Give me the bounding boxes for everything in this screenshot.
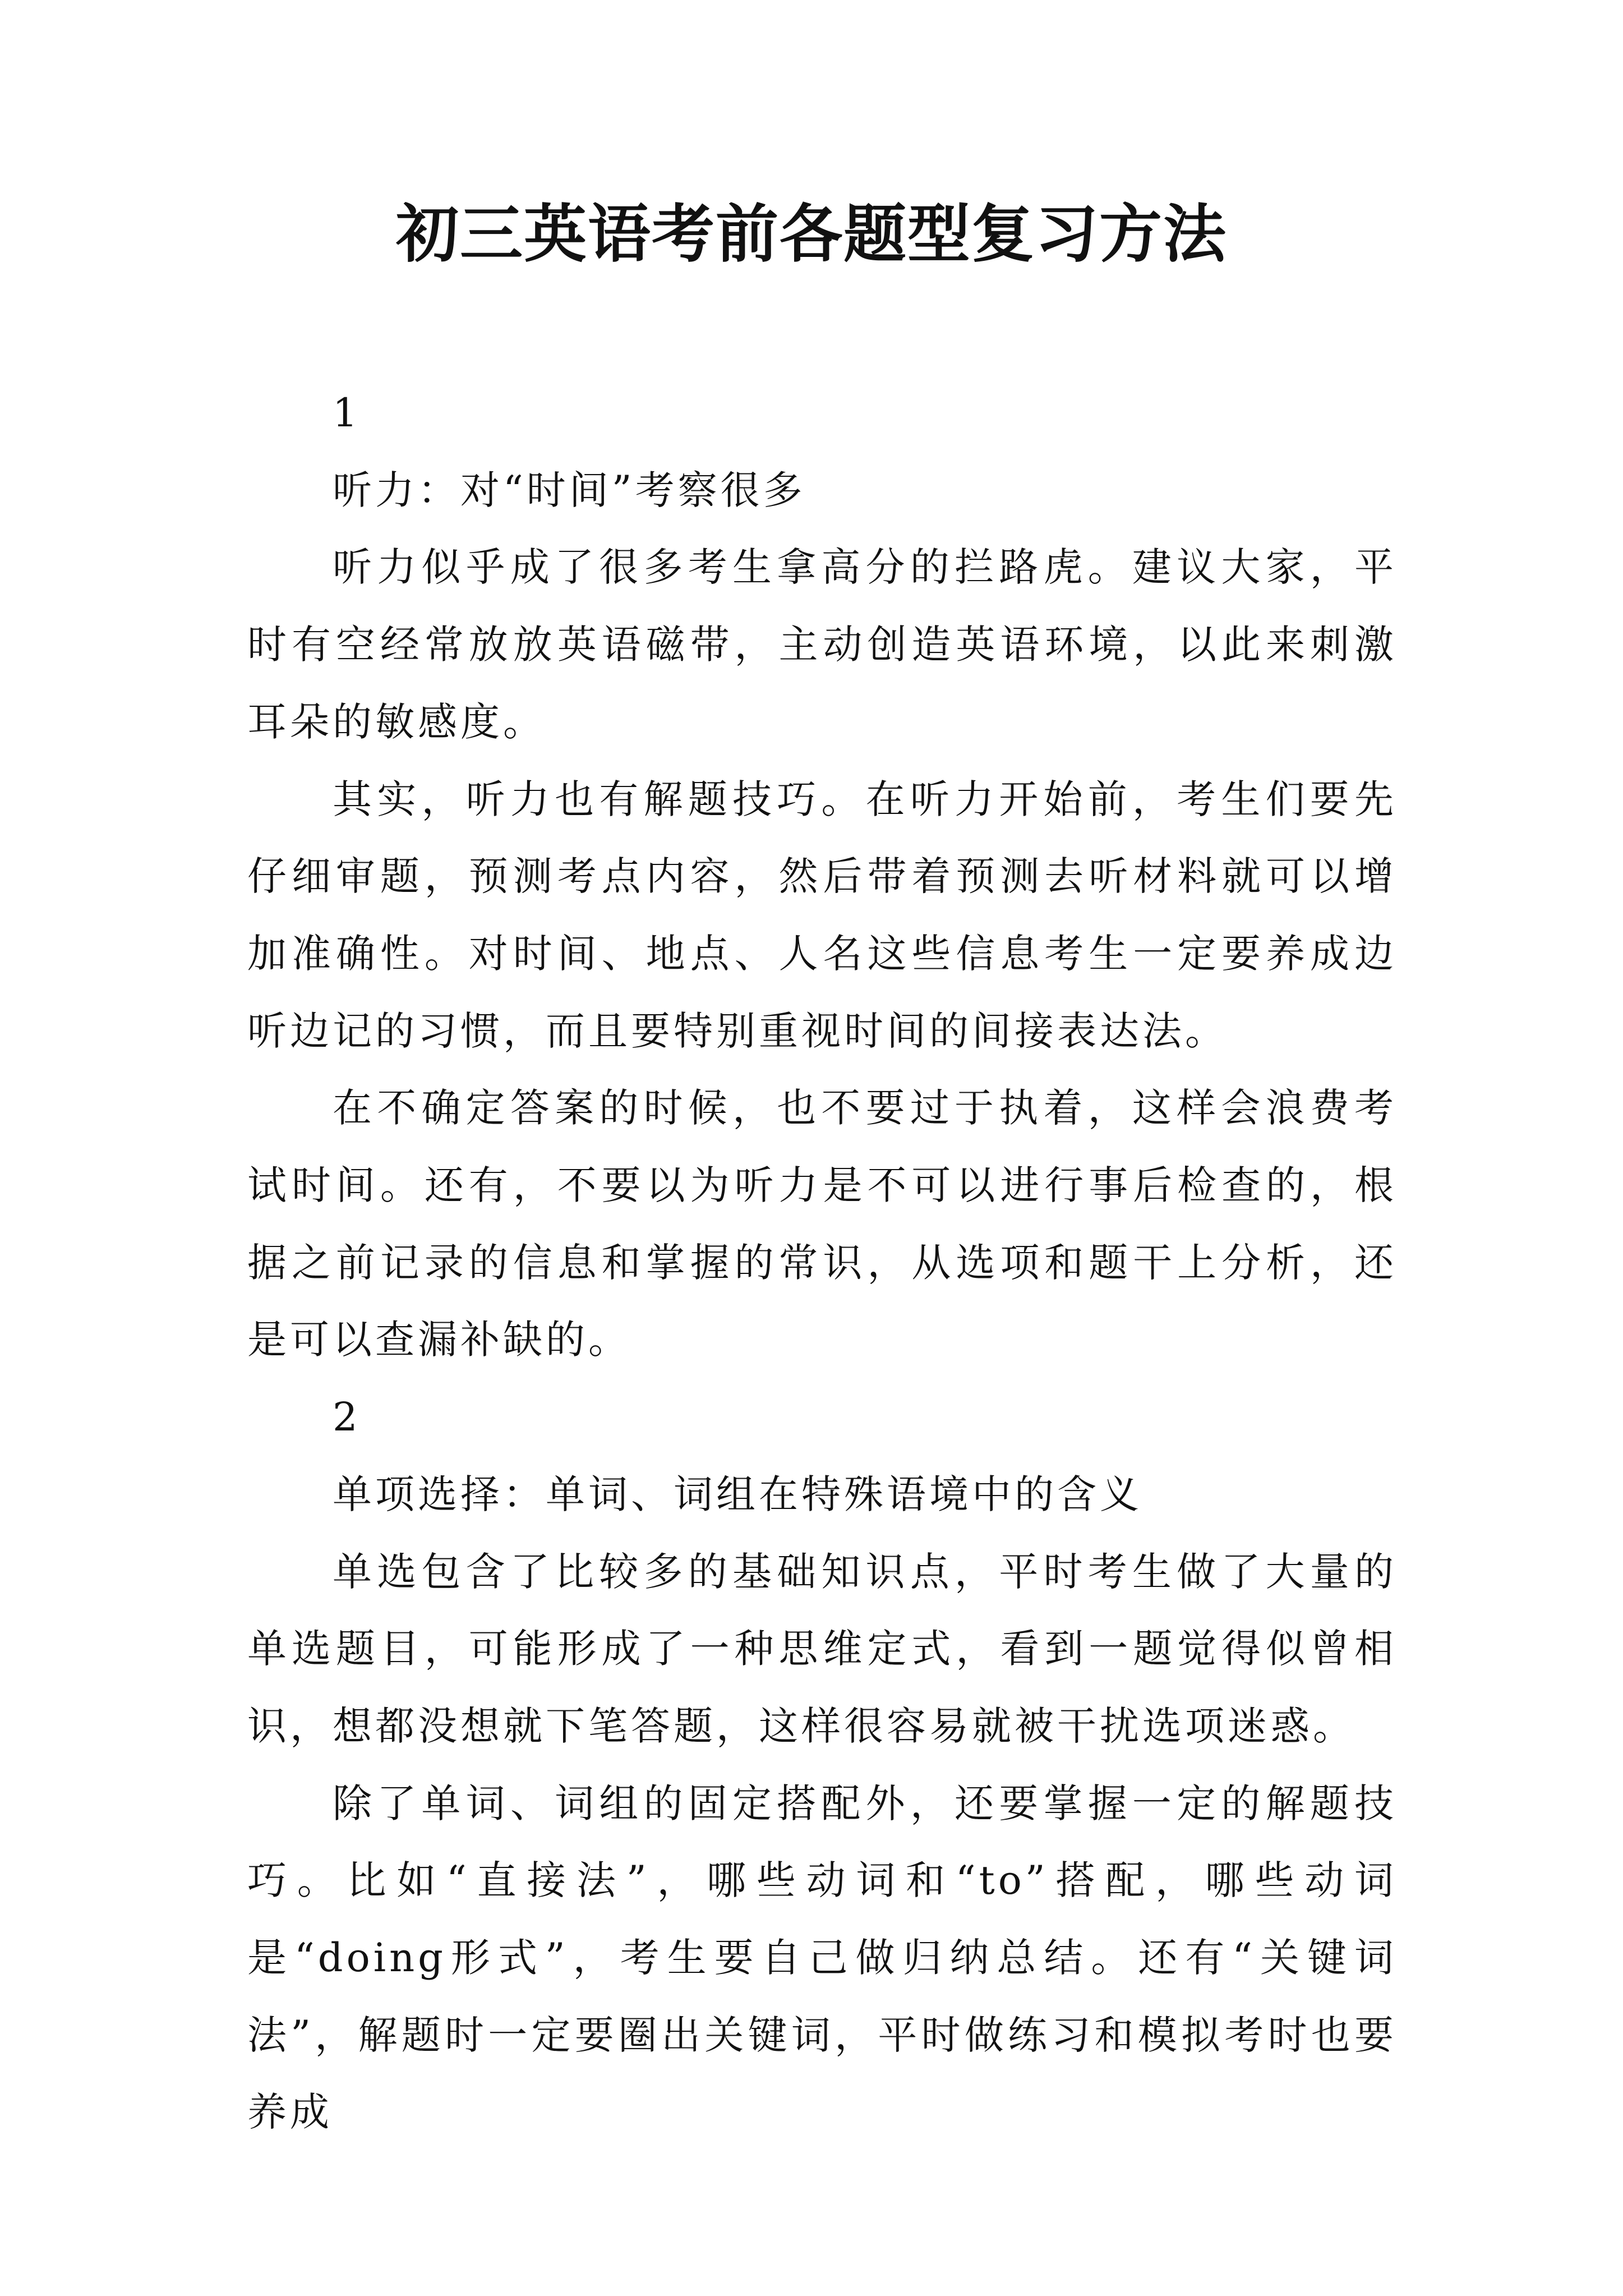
body-paragraph: 其实，听力也有解题技巧。在听力开始前，考生们要先仔细审题，预测考点内容，然后带着预测去听材料就可以增加准确性。对时间、地点、人名这些信息考生一定要养成边听边记的习惯，而且要特别重视时间的间接表达法。: [247, 776, 1397, 1054]
section-heading: 单项选择：单词、词组在特殊语境中的含义: [333, 1471, 1142, 1517]
body-paragraph: 在不确定答案的时候，也不要过于执着，这样会浪费考试时间。还有，不要以为听力是不可以进行事后检查的，根据之前记录的信息和掌握的常识，从选项和题干上分析，还是可以查漏补缺的。: [247, 1085, 1397, 1363]
body-paragraph: 除了单词、词组的固定搭配外，还要掌握一定的解题技巧。比如“直接法”，哪些动词和“to”搭配，哪些动词是“doing形式”，考生要自己做归纳总结。还有“关键词法”，解题时一定要圈出关键词，平时做练习和模拟考时也要养成: [247, 1780, 1397, 2136]
section-heading: 听力：对“时间”考察很多: [333, 467, 806, 513]
section-number: 2: [333, 1394, 361, 1441]
document-title: 初三英语考前各题型复习方法: [396, 197, 1227, 271]
body-paragraph: 听力似乎成了很多考生拿高分的拦路虎。建议大家，平时有空经常放放英语磁带，主动创造英语环境，以此来刺激耳朵的敏感度。: [247, 544, 1397, 745]
section-number: 1: [333, 390, 361, 436]
document-body: [247, 375, 1397, 2151]
body-paragraph: 单选包含了比较多的基础知识点，平时考生做了大量的单选题目，可能形成了一种思维定式，看到一题觉得似曾相识，想都没想就下笔答题，这样很容易就被干扰选项迷惑。: [247, 1548, 1397, 1749]
